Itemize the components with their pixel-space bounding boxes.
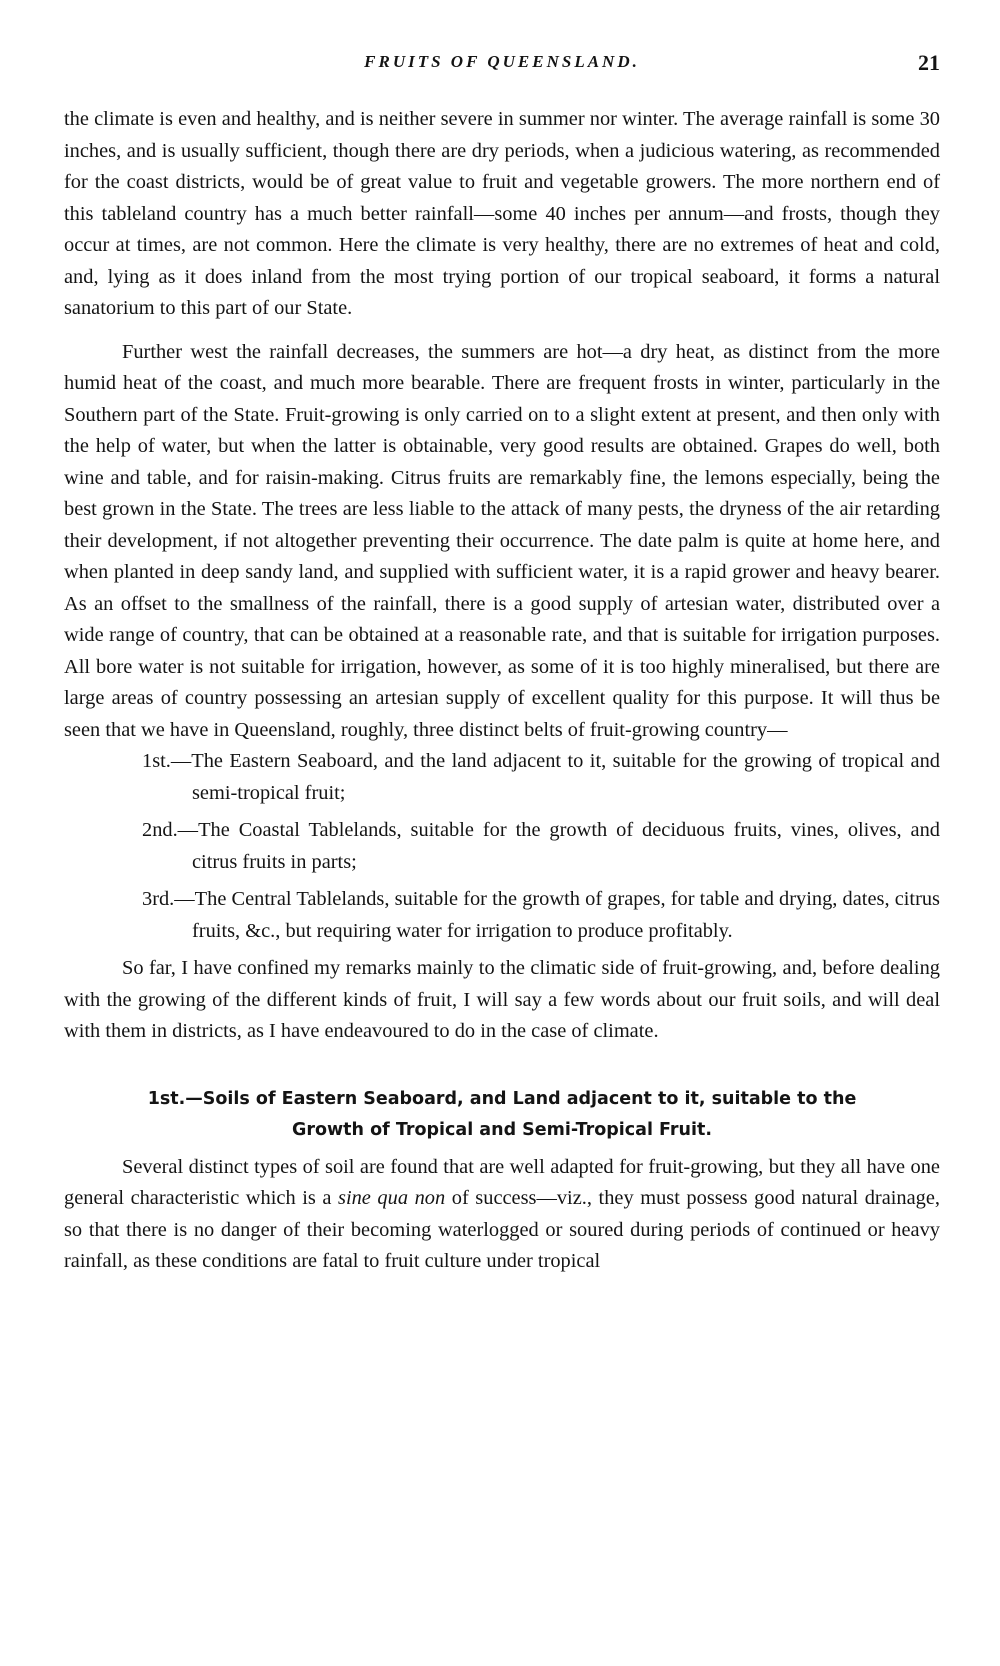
section-heading-line: 1st.—Soils of Eastern Seaboard, and Land adjacent to it, suitable to the	[147, 1088, 857, 1109]
paragraph-further-west: Further west the rainfall decreases, the summers are hot—a dry heat, as distinct from the more humid heat of the coast, and much more bearable. There are frequent frosts in winter, particularly in the Southern part of the State. Fruit-growing is only carried on to a slight extent at present, and then only with the help of water, but when the latter is obtainable, very good results are obtained. Grapes do well, both wine and table, and for raisin-making. Citrus fruits are remarkably fine, the lemons especially, being the best grown in the State. The trees are less liable to the attack of many pests, the dryness of the air retarding their development, if not altogether preventing their occurrence. The date palm is quite at home here, and when planted in deep sandy land, and supplied with sufficient water, it is a rapid grower and heavy bearer. As an offset to the smallness of the rainfall, there is a good supply of artesian water, distributed over a wide range of country, that can be obtained at a reasonable rate, and that is suitable for irrigation purposes. All bore water is not suitable for irrigation, however, as some of it is too highly mineralised, but there are large areas of country possessing an artesian supply of excellent quality for this purpose. It will thus be seen that we have in Queensland, roughly, three distinct belts of fruit-growing country—	[64, 340, 940, 741]
text-run: of success—viz., they must possess good natural drainage, so that there is no danger of their becoming waterlogged or soured during periods of continued or heavy rainfall, as these conditions are fatal to fruit culture under tropical	[64, 1187, 941, 1272]
list-item: 2nd.—The Coastal Tablelands, suitable for the growth of deciduous fruits, vines, olives, and citrus fruits in parts;	[142, 819, 940, 873]
page-number: 21	[918, 50, 940, 75]
list-item: 3rd.—The Central Tablelands, suitable for the growth of grapes, for table and drying, dates, citrus fruits, &c., but requiring water for irrigation to produce profitably.	[142, 888, 940, 942]
running-title: FRUITS OF QUEENSLAND.	[364, 52, 640, 71]
paragraph-so-far: So far, I have confined my remarks mainly to the climatic side of fruit-growing, and, before dealing with the growing of the different kinds of fruit, I will say a few words about our fruit soils, and will deal with them in districts, as I have endeavoured to do in the case of climate.	[64, 957, 940, 1042]
running-head	[64, 52, 940, 82]
paragraph-climate-tableland: the climate is even and healthy, and is neither severe in summer nor winter. The average rainfall is some 30 inches, and is usually sufficient, though there are dry periods, when a judicious watering, as recommended for the coast districts, would be of great value to fruit and vegetable growers. The more northern end of this tableland country has a much better rainfall—some 40 inches per annum—and frosts, though they occur at times, are not common. Here the climate is very healthy, there are no extremes of heat and cold, and, lying as it does inland from the most trying portion of our tropical seaboard, it forms a natural sanatorium to this part of our State.	[64, 108, 940, 319]
latin-phrase: sine qua non	[338, 1187, 446, 1209]
paragraph-soil-types	[64, 1152, 940, 1278]
page-body	[64, 104, 940, 1278]
fruit-belt-list	[64, 746, 940, 947]
section-heading-line: Growth of Tropical and Semi-Tropical Fruit.	[292, 1119, 712, 1140]
text-run: Several distinct types of soil are found that are well adapted for fruit-growing, but they all have one general characteristic which is a	[64, 1155, 940, 1209]
list-item: 1st.—The Eastern Seaboard, and the land adjacent to it, suitable for the growing of tropical and semi-tropical fruit;	[142, 750, 940, 804]
section-heading	[64, 1084, 940, 1146]
